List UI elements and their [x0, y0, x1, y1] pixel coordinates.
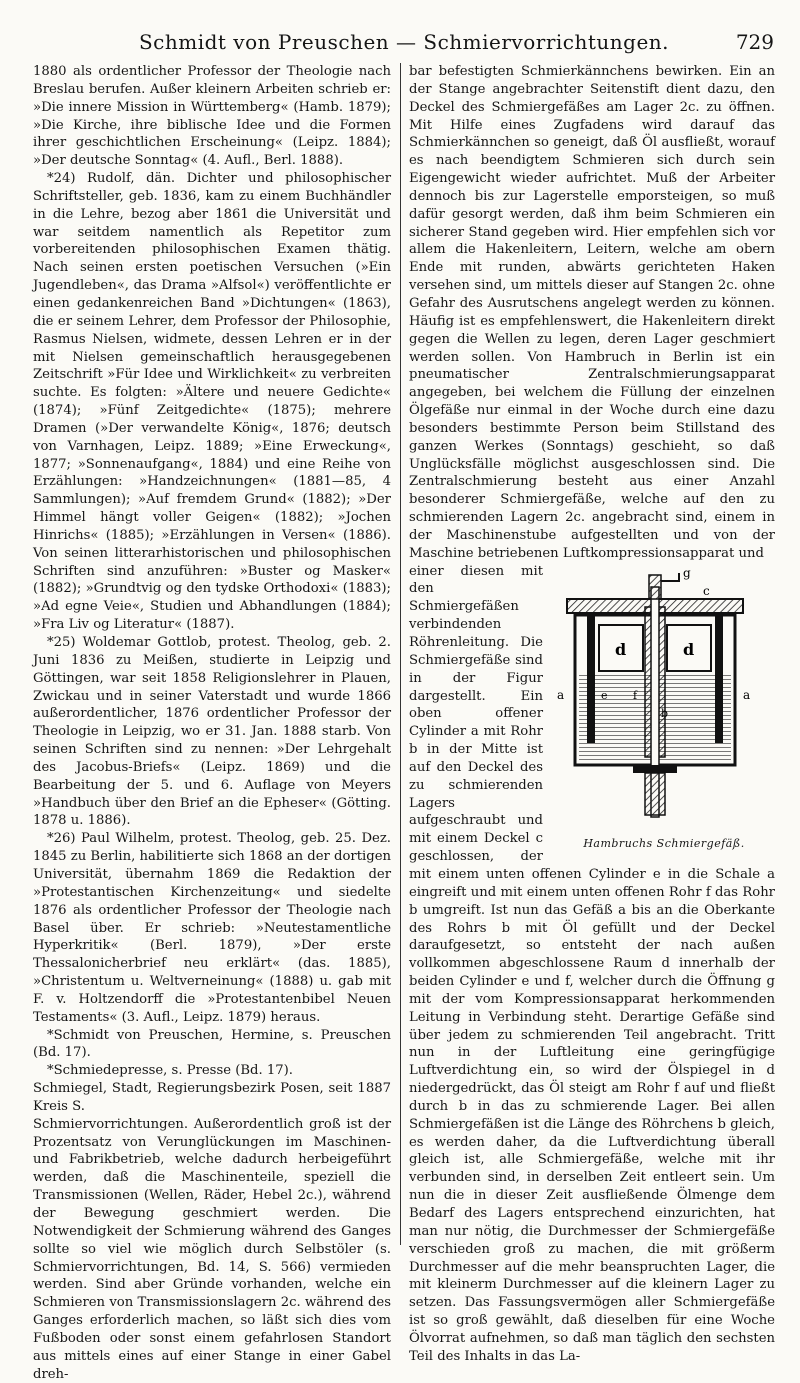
paragraph-rudolf: *24) Rudolf, dän. Dichter und philosophischer Schriftsteller, geb. 1836, kam zu einem Buchhändler in die Lehre, bezog aber 1861 die Universität und war seitdem namentlich als Repetitor zum vorbereitenden philosophischen Examen thätig. Nach seinen ersten poetischen Versuchen (»Ein Jugendleben«, das Drama »Alfsol«) veröffentlichte er einen gedankenreichen Band »Dichtungen« (1863), die er seinem Lehrer, dem Professor der Philosophie, Rasmus Nielsen, widmete, dessen Lehren er in der mit Nielsen gemeinschaftlich herausgegebenen Zeitschrift »Für Idee und Wirklichkeit« zu verbreiten suchte. Es folgten: »Ältere und neuere Gedichte« (1874); »Fünf Zeitgedichte« (1875); mehrere Dramen (»Der verwandelte König«, 1876; deutsch von Varnhagen, Leipz. 1889; »Eine Erweckung«, 1877; »Sonnenaufgang«, 1884) und eine Reihe von Erzählungen: »Handzeichnungen« (1881—85, 4 Sammlungen); »Auf fremdem Grund« (1882); »Der Himmel hängt voller Geigen« (1882); »Jochen Hinrichs« (1885); »Erzählungen in Versen« (1886). Von seinen litterarhistorischen und philosophischen Schriften sind anzuführen: »Buster og Masker« (1882); »Grundtvig og den tydske Orthodoxi« (1883); »Ad egne Veie«, Studien und Abhandlungen (1884); »Fra Liv og Literatur« (1887).	[33, 171, 391, 633]
lubricator-figure	[553, 567, 775, 853]
column-divider	[400, 63, 401, 1245]
entry-schmiervorrichtungen: Schmiervorrichtungen. Außerordentlich groß ist der Prozentsatz von Verunglückungen im Maschinen- und Fabrikbetrieb, welche dadurch herbeigeführt werden, daß die Maschinenteile, speziell die Transmissionen (Wellen, Räder, Hebel 2c.), während der Bewegung geschmiert werden. Die Notwendigkeit der Schmierung während des Ganges sollte so viel wie möglich durch Selbstöler (s. Schmiervorrichtungen, Bd. 14, S. 566) vermieden werden. Sind aber Gründe vorhanden, welche ein Schmieren von Transmissionslagern 2c. während des Ganges erforderlich machen, so läßt sich dies vom Fußboden oder sonst einem gefahrlosen Standort aus mittels eines auf einer Stange in einer Gabel dreh-	[33, 1116, 391, 1382]
label-d-right: d	[683, 639, 695, 659]
paragraph-schmidt-continuation: 1880 als ordentlicher Professor der Theologie nach Breslau berufen. Außer kleinern Arbeiten schrieb er: »Die innere Mission in Württemberg« (Hamb. 1879); »Die Kirche, ihre biblische Idee und die Formen ihrer geschichtlichen Erscheinung« (Leipz. 1884); »Der deutsche Sonntag« (4. Aufl., Berl. 1888).	[33, 64, 391, 169]
label-f: f	[633, 688, 638, 702]
label-d-left: d	[615, 639, 627, 659]
figure-caption: Hambruchs Schmiergefäß.	[583, 836, 745, 850]
page-number: 729	[735, 30, 774, 54]
paragraph-paul-wilhelm: *26) Paul Wilhelm, protest. Theolog, geb. 25. Dez. 1845 zu Berlin, habilitierte sich 1868 an der dortigen Universität, übernahm 1869 die Redaktion der »Protestantischen Kirchenzeitung« und siedelte 1876 als ordentlicher Professor der Theologie nach Basel über. Er schrieb: »Neutestamentliche Hyperkritik« (Berl. 1879), »Der erste Thessalonicherbrief neu erklärt« (das. 1885), »Christentum u. Weltverneinung« (1888) u. gab mit F. v. Holtzendorff die »Protestantenbibel Neuen Testaments« (3. Aufl., Leipz. 1879) heraus.	[33, 831, 391, 1025]
lubricator-drawing	[553, 567, 775, 829]
running-title: Schmidt von Preuschen — Schmiervorrichtungen.	[138, 30, 670, 54]
label-c: c	[703, 583, 710, 598]
entry-schmidt-von-preuschen: *Schmidt von Preuschen, Hermine, s. Preuschen (Bd. 17).	[33, 1027, 391, 1061]
page-header	[34, 30, 774, 58]
entry-schmiegel: Schmiegel, Stadt, Regierungsbezirk Posen, seit 1887 Kreis S.	[33, 1081, 391, 1114]
paragraph-right-rest: einer diesen mit den Schmiergefäßen verbindenden Röhrenleitung. Die Schmiergefäße sind in der Figur dargestellt. Ein oben offener Cylinder a mit Rohr b in der Mitte ist auf den Deckel des zu schmierenden Lagers aufgeschraubt und mit einem Deckel c geschlossen, der mit einem unten offenen Cylinder e in die Schale a eingreift und mit einem unten offenen Rohr f das Rohr b umgreift. Ist nun das Gefäß a bis an die Oberkante des Rohrs b mit Öl gefüllt und der Deckel daraufgesetzt, so entsteht der nach außen vollkommen abgeschlossene Raum d innerhalb der beiden Cylinder e und f, welcher durch die Öffnung g mit der vom Kompressionsapparat herkommenden Leitung in Verbindung steht. Derartige Gefäße sind über jedem zu schmierenden Teil angebracht. Tritt nun in der Luftleitung eine geringfügige Luftverdichtung ein, so wird der Ölspiegel in d niedergedrückt, das Öl steigt am Rohr f auf und fließt durch b in das zu schmierende Lager. Bei allen Schmiergefäßen ist die Länge des Röhrchens b gleich, es werden daher, da die Luftverdichtung überall gleich ist, alle Schmiergefäße, welche mit ihr verbunden sind, in derselben Zeit entleert sein. Um nun die in dieser Zeit ausfließende Ölmenge dem Bedarf des Lagers entsprechend einzurichten, hat man nur nötig, die Durchmesser der Schmiergefäße verschieden groß zu machen, die mit größerm Durchmesser auf die mehr beanspruchten Lager, die mit kleinerm Durchmesser auf die kleinern Lager zu setzen. Das Fassungsvermögen aller Schmiergefäße ist so groß gewählt, daß dieselben für eine Woche Ölvorrat aufnehmen, so daß man täglich den sechsten Teil des Inhalts in das La-	[409, 563, 775, 1364]
label-a-right: a	[743, 687, 751, 702]
label-e: e	[601, 688, 608, 702]
entry-schmiedepresse: *Schmiedepresse, s. Presse (Bd. 17).	[47, 1063, 293, 1079]
right-column	[409, 63, 775, 1366]
label-b: b	[661, 706, 669, 720]
paragraph-right-top: bar befestigten Schmierkännchens bewirken. Ein an der Stange angebrachter Seitenstift dient dazu, den Deckel des Schmiergefäßes am Lager 2c. zu öffnen. Mit Hilfe eines Zugfadens wird darauf das Schmierkännchen so geneigt, daß Öl ausfließt, worauf es nach beendigtem Schmieren sich durch sein Eigengewicht wieder aufrichtet. Muß der Arbeiter dennoch bis zur Lagerstelle emporsteigen, so muß dafür gesorgt werden, daß ihm beim Schmieren ein sicherer Stand gegeben wird. Hier empfehlen sich vor allem die Hakenleitern, Leitern, welche am obern Ende mit runden, abwärts gerichteten Haken versehen sind, um mittels dieser auf Stangen 2c. ohne Gefahr des Ausrutschens angelegt werden zu können. Häufig ist es empfehlenswert, die Hakenleitern direkt gegen die Wellen zu legen, deren Lager geschmiert werden sollen. Von Hambruch in Berlin ist ein pneumatischer Zentralschmierungsapparat angegeben, bei welchem die Füllung der einzelnen Ölgefäße nur einmal in der Woche durch eine dazu besonders bestimmte Person beim Stillstand des ganzen Werkes (Sonntags) geschieht, so daß Unglücksfälle möglichst ausgeschlossen sind. Die Zentralschmierung besteht aus einer Anzahl besonderer Schmiergefäße, welche auf den zu schmierenden Lagern 2c. angebracht sind, einem in der Maschinenstube aufgestellten und von der Maschine betriebenen Luftkompressionsapparat und	[409, 64, 775, 561]
paragraph-woldemar: *25) Woldemar Gottlob, protest. Theolog, geb. 2. Juni 1836 zu Meißen, studierte in Leipzig und Göttingen, war seit 1858 Religionslehrer in Plauen, Zwickau und in seiner Vaterstadt und wurde 1866 außerordentlicher, 1876 ordentlicher Professor der Theologie in Leipzig, wo er 31. Jan. 1888 starb. Von seinen Schriften sind zu nennen: »Der Lehrgehalt des Jacobus-Briefs« (Leipz. 1869) und die Bearbeitung der 5. und 6. Auflage von Meyers »Handbuch über den Brief an die Epheser« (Götting. 1878 u. 1886).	[33, 635, 391, 829]
label-g: g	[683, 566, 691, 580]
label-a-left: a	[557, 687, 565, 702]
left-column	[33, 63, 391, 1383]
